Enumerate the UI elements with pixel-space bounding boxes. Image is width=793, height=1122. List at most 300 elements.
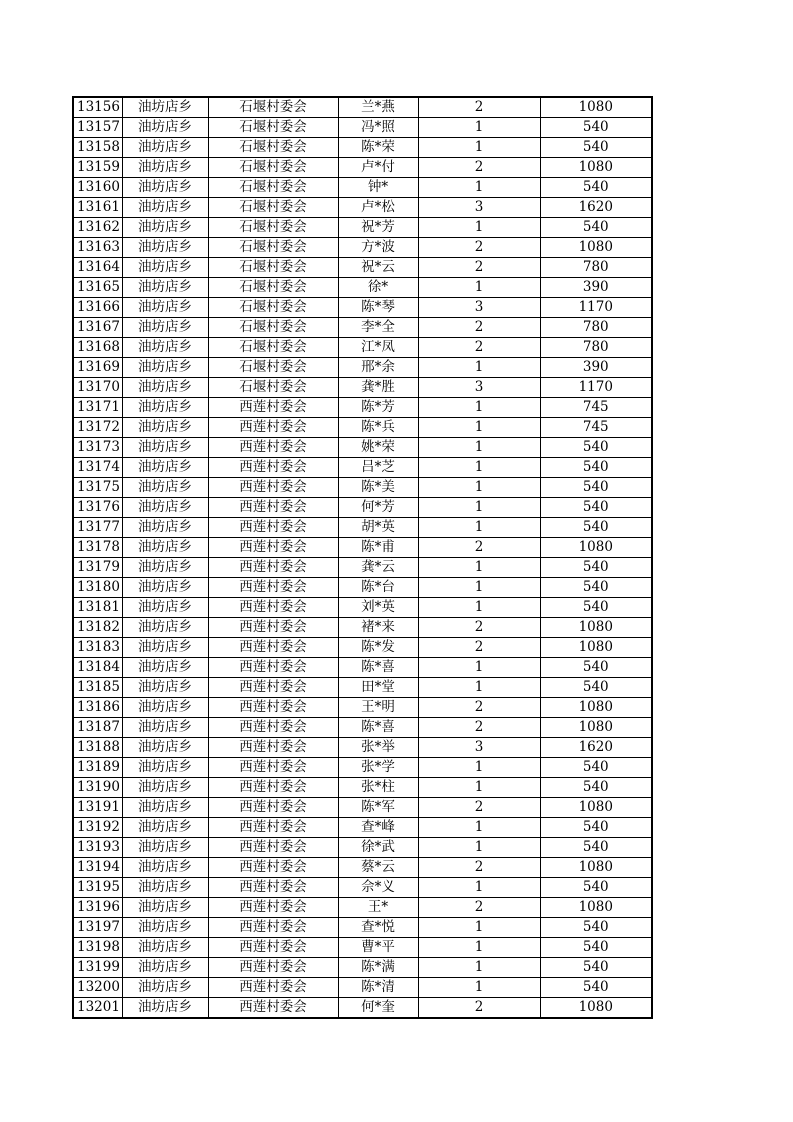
person-name-cell: 冯*照	[338, 118, 418, 138]
record-id-cell: 13192	[73, 818, 122, 838]
record-id-cell: 13158	[73, 138, 122, 158]
village-committee-cell: 西莲村委会	[208, 758, 338, 778]
town-cell: 油坊店乡	[122, 418, 208, 438]
village-committee-cell: 西莲村委会	[208, 938, 338, 958]
town-cell: 油坊店乡	[122, 598, 208, 618]
town-cell: 油坊店乡	[122, 458, 208, 478]
household-count-cell: 1	[418, 138, 540, 158]
table-row	[73, 458, 652, 478]
town-cell: 油坊店乡	[122, 578, 208, 598]
amount-cell: 540	[540, 658, 652, 678]
person-name-cell: 田*堂	[338, 678, 418, 698]
town-cell: 油坊店乡	[122, 398, 208, 418]
record-id-cell: 13191	[73, 798, 122, 818]
amount-cell: 540	[540, 838, 652, 858]
household-count-cell: 1	[418, 398, 540, 418]
town-cell: 油坊店乡	[122, 498, 208, 518]
record-id-cell: 13179	[73, 558, 122, 578]
table-row	[73, 138, 652, 158]
household-count-cell: 2	[418, 97, 540, 118]
household-count-cell: 2	[418, 798, 540, 818]
town-cell: 油坊店乡	[122, 938, 208, 958]
record-id-cell: 13197	[73, 918, 122, 938]
table-row	[73, 578, 652, 598]
amount-cell: 1080	[540, 158, 652, 178]
village-committee-cell: 西莲村委会	[208, 958, 338, 978]
amount-cell: 1080	[540, 618, 652, 638]
town-cell: 油坊店乡	[122, 97, 208, 118]
town-cell: 油坊店乡	[122, 958, 208, 978]
village-committee-cell: 西莲村委会	[208, 558, 338, 578]
household-count-cell: 1	[418, 678, 540, 698]
town-cell: 油坊店乡	[122, 858, 208, 878]
table-row	[73, 798, 652, 818]
village-committee-cell: 西莲村委会	[208, 498, 338, 518]
record-id-cell: 13196	[73, 898, 122, 918]
town-cell: 油坊店乡	[122, 518, 208, 538]
person-name-cell: 何*芳	[338, 498, 418, 518]
household-count-cell: 3	[418, 198, 540, 218]
amount-cell: 1080	[540, 638, 652, 658]
record-id-cell: 13167	[73, 318, 122, 338]
town-cell: 油坊店乡	[122, 798, 208, 818]
amount-cell: 540	[540, 138, 652, 158]
person-name-cell: 祝*芳	[338, 218, 418, 238]
table-row	[73, 998, 652, 1019]
household-count-cell: 2	[418, 998, 540, 1019]
table-row	[73, 978, 652, 998]
record-id-cell: 13194	[73, 858, 122, 878]
town-cell: 油坊店乡	[122, 738, 208, 758]
town-cell: 油坊店乡	[122, 898, 208, 918]
person-name-cell: 陈*清	[338, 978, 418, 998]
town-cell: 油坊店乡	[122, 838, 208, 858]
person-name-cell: 刘*英	[338, 598, 418, 618]
town-cell: 油坊店乡	[122, 818, 208, 838]
household-count-cell: 1	[418, 418, 540, 438]
table-row	[73, 338, 652, 358]
household-count-cell: 3	[418, 298, 540, 318]
record-id-cell: 13195	[73, 878, 122, 898]
record-id-cell: 13181	[73, 598, 122, 618]
village-committee-cell: 石堰村委会	[208, 118, 338, 138]
village-committee-cell: 石堰村委会	[208, 218, 338, 238]
amount-cell: 540	[540, 178, 652, 198]
town-cell: 油坊店乡	[122, 678, 208, 698]
person-name-cell: 陈*兵	[338, 418, 418, 438]
record-id-cell: 13163	[73, 238, 122, 258]
village-committee-cell: 西莲村委会	[208, 598, 338, 618]
table-row	[73, 438, 652, 458]
town-cell: 油坊店乡	[122, 478, 208, 498]
amount-cell: 540	[540, 218, 652, 238]
table-row	[73, 638, 652, 658]
record-id-cell: 13178	[73, 538, 122, 558]
amount-cell: 780	[540, 258, 652, 278]
person-name-cell: 吕*芝	[338, 458, 418, 478]
table-row	[73, 938, 652, 958]
table-row	[73, 878, 652, 898]
town-cell: 油坊店乡	[122, 218, 208, 238]
town-cell: 油坊店乡	[122, 558, 208, 578]
table-row	[73, 558, 652, 578]
amount-cell: 1080	[540, 97, 652, 118]
table-row	[73, 538, 652, 558]
amount-cell: 540	[540, 878, 652, 898]
amount-cell: 540	[540, 498, 652, 518]
amount-cell: 540	[540, 118, 652, 138]
person-name-cell: 陈*满	[338, 958, 418, 978]
amount-cell: 1080	[540, 858, 652, 878]
record-id-cell: 13174	[73, 458, 122, 478]
person-name-cell: 陈*荣	[338, 138, 418, 158]
household-count-cell: 1	[418, 958, 540, 978]
person-name-cell: 陈*喜	[338, 658, 418, 678]
record-id-cell: 13184	[73, 658, 122, 678]
village-committee-cell: 石堰村委会	[208, 318, 338, 338]
village-committee-cell: 石堰村委会	[208, 298, 338, 318]
amount-cell: 1080	[540, 238, 652, 258]
amount-cell: 780	[540, 318, 652, 338]
record-id-cell: 13198	[73, 938, 122, 958]
record-id-cell: 13176	[73, 498, 122, 518]
person-name-cell: 卢*松	[338, 198, 418, 218]
household-count-cell: 1	[418, 278, 540, 298]
household-count-cell: 1	[418, 818, 540, 838]
village-committee-cell: 西莲村委会	[208, 818, 338, 838]
record-id-cell: 13161	[73, 198, 122, 218]
table-row	[73, 598, 652, 618]
village-committee-cell: 石堰村委会	[208, 258, 338, 278]
record-id-cell: 13168	[73, 338, 122, 358]
household-count-cell: 3	[418, 378, 540, 398]
amount-cell: 1620	[540, 198, 652, 218]
village-committee-cell: 西莲村委会	[208, 738, 338, 758]
table-row	[73, 238, 652, 258]
table-row	[73, 898, 652, 918]
town-cell: 油坊店乡	[122, 638, 208, 658]
village-committee-cell: 石堰村委会	[208, 158, 338, 178]
town-cell: 油坊店乡	[122, 358, 208, 378]
record-id-cell: 13177	[73, 518, 122, 538]
household-count-cell: 1	[418, 758, 540, 778]
person-name-cell: 查*悦	[338, 918, 418, 938]
village-committee-cell: 西莲村委会	[208, 438, 338, 458]
person-name-cell: 褚*来	[338, 618, 418, 638]
town-cell: 油坊店乡	[122, 338, 208, 358]
household-count-cell: 1	[418, 178, 540, 198]
town-cell: 油坊店乡	[122, 138, 208, 158]
household-count-cell: 1	[418, 878, 540, 898]
household-count-cell: 2	[418, 898, 540, 918]
table-row	[73, 298, 652, 318]
household-count-cell: 1	[418, 498, 540, 518]
table-row	[73, 958, 652, 978]
person-name-cell: 张*举	[338, 738, 418, 758]
person-name-cell: 李*全	[338, 318, 418, 338]
town-cell: 油坊店乡	[122, 998, 208, 1019]
town-cell: 油坊店乡	[122, 238, 208, 258]
record-id-cell: 13170	[73, 378, 122, 398]
person-name-cell: 张*柱	[338, 778, 418, 798]
amount-cell: 745	[540, 418, 652, 438]
record-id-cell: 13165	[73, 278, 122, 298]
village-committee-cell: 西莲村委会	[208, 918, 338, 938]
person-name-cell: 曹*平	[338, 938, 418, 958]
record-id-cell: 13172	[73, 418, 122, 438]
person-name-cell: 兰*燕	[338, 97, 418, 118]
amount-cell: 540	[540, 918, 652, 938]
household-count-cell: 2	[418, 258, 540, 278]
village-committee-cell: 西莲村委会	[208, 898, 338, 918]
household-count-cell: 1	[418, 658, 540, 678]
record-id-cell: 13175	[73, 478, 122, 498]
household-count-cell: 3	[418, 738, 540, 758]
person-name-cell: 王*	[338, 898, 418, 918]
village-committee-cell: 石堰村委会	[208, 178, 338, 198]
household-count-cell: 1	[418, 598, 540, 618]
person-name-cell: 何*奎	[338, 998, 418, 1019]
person-name-cell: 卢*付	[338, 158, 418, 178]
village-committee-cell: 西莲村委会	[208, 998, 338, 1019]
village-committee-cell: 西莲村委会	[208, 878, 338, 898]
amount-cell: 1080	[540, 698, 652, 718]
town-cell: 油坊店乡	[122, 778, 208, 798]
village-committee-cell: 西莲村委会	[208, 978, 338, 998]
amount-cell: 1080	[540, 538, 652, 558]
amount-cell: 780	[540, 338, 652, 358]
person-name-cell: 张*学	[338, 758, 418, 778]
amount-cell: 1080	[540, 998, 652, 1019]
table-row	[73, 218, 652, 238]
table-row	[73, 278, 652, 298]
village-committee-cell: 西莲村委会	[208, 418, 338, 438]
record-id-cell: 13193	[73, 838, 122, 858]
town-cell: 油坊店乡	[122, 718, 208, 738]
table-row	[73, 198, 652, 218]
amount-cell: 390	[540, 278, 652, 298]
village-committee-cell: 石堰村委会	[208, 97, 338, 118]
household-count-cell: 1	[418, 778, 540, 798]
amount-cell: 540	[540, 518, 652, 538]
record-id-cell: 13185	[73, 678, 122, 698]
town-cell: 油坊店乡	[122, 438, 208, 458]
record-id-cell: 13189	[73, 758, 122, 778]
record-id-cell: 13188	[73, 738, 122, 758]
town-cell: 油坊店乡	[122, 198, 208, 218]
table-row	[73, 178, 652, 198]
town-cell: 油坊店乡	[122, 878, 208, 898]
village-committee-cell: 西莲村委会	[208, 478, 338, 498]
table-row	[73, 618, 652, 638]
person-name-cell: 胡*英	[338, 518, 418, 538]
table-row	[73, 738, 652, 758]
amount-cell: 1080	[540, 718, 652, 738]
household-count-cell: 1	[418, 478, 540, 498]
household-count-cell: 2	[418, 618, 540, 638]
person-name-cell: 陈*军	[338, 798, 418, 818]
amount-cell: 1170	[540, 298, 652, 318]
village-committee-cell: 西莲村委会	[208, 398, 338, 418]
person-name-cell: 龚*云	[338, 558, 418, 578]
village-committee-cell: 西莲村委会	[208, 638, 338, 658]
town-cell: 油坊店乡	[122, 378, 208, 398]
village-committee-cell: 西莲村委会	[208, 678, 338, 698]
person-name-cell: 陈*芳	[338, 398, 418, 418]
person-name-cell: 龚*胜	[338, 378, 418, 398]
village-committee-cell: 石堰村委会	[208, 278, 338, 298]
household-count-cell: 2	[418, 318, 540, 338]
record-id-cell: 13160	[73, 178, 122, 198]
village-committee-cell: 西莲村委会	[208, 718, 338, 738]
household-count-cell: 2	[418, 638, 540, 658]
table-row	[73, 318, 652, 338]
person-name-cell: 方*波	[338, 238, 418, 258]
table-row	[73, 358, 652, 378]
table-row	[73, 778, 652, 798]
record-id-cell: 13180	[73, 578, 122, 598]
household-count-cell: 2	[418, 538, 540, 558]
town-cell: 油坊店乡	[122, 978, 208, 998]
household-count-cell: 1	[418, 938, 540, 958]
record-id-cell: 13162	[73, 218, 122, 238]
amount-cell: 540	[540, 778, 652, 798]
person-name-cell: 祝*云	[338, 258, 418, 278]
table-row	[73, 118, 652, 138]
table-row	[73, 418, 652, 438]
village-committee-cell: 西莲村委会	[208, 458, 338, 478]
table-row	[73, 758, 652, 778]
record-id-cell: 13186	[73, 698, 122, 718]
town-cell: 油坊店乡	[122, 318, 208, 338]
record-id-cell: 13187	[73, 718, 122, 738]
person-name-cell: 蔡*云	[338, 858, 418, 878]
village-committee-cell: 西莲村委会	[208, 578, 338, 598]
amount-cell: 540	[540, 678, 652, 698]
village-committee-cell: 西莲村委会	[208, 858, 338, 878]
amount-cell: 1170	[540, 378, 652, 398]
table-row	[73, 838, 652, 858]
person-name-cell: 陈*美	[338, 478, 418, 498]
household-count-cell: 2	[418, 238, 540, 258]
person-name-cell: 陈*琴	[338, 298, 418, 318]
record-id-cell: 13169	[73, 358, 122, 378]
amount-cell: 540	[540, 938, 652, 958]
household-count-cell: 1	[418, 518, 540, 538]
amount-cell: 540	[540, 578, 652, 598]
table-row	[73, 818, 652, 838]
household-count-cell: 2	[418, 158, 540, 178]
town-cell: 油坊店乡	[122, 538, 208, 558]
record-id-cell: 13190	[73, 778, 122, 798]
record-id-cell: 13157	[73, 118, 122, 138]
town-cell: 油坊店乡	[122, 258, 208, 278]
town-cell: 油坊店乡	[122, 158, 208, 178]
town-cell: 油坊店乡	[122, 918, 208, 938]
table-row	[73, 498, 652, 518]
table-row	[73, 518, 652, 538]
household-count-cell: 1	[418, 458, 540, 478]
household-count-cell: 1	[418, 918, 540, 938]
household-count-cell: 1	[418, 438, 540, 458]
village-committee-cell: 石堰村委会	[208, 378, 338, 398]
table-row	[73, 158, 652, 178]
household-count-cell: 1	[418, 558, 540, 578]
table-row	[73, 678, 652, 698]
town-cell: 油坊店乡	[122, 278, 208, 298]
person-name-cell: 陈*甫	[338, 538, 418, 558]
amount-cell: 540	[540, 978, 652, 998]
table-body	[73, 97, 652, 1018]
person-name-cell: 江*凤	[338, 338, 418, 358]
household-count-cell: 2	[418, 698, 540, 718]
town-cell: 油坊店乡	[122, 178, 208, 198]
person-name-cell: 陈*发	[338, 638, 418, 658]
village-committee-cell: 西莲村委会	[208, 798, 338, 818]
person-name-cell: 佘*义	[338, 878, 418, 898]
town-cell: 油坊店乡	[122, 698, 208, 718]
table-row	[73, 858, 652, 878]
record-id-cell: 13182	[73, 618, 122, 638]
town-cell: 油坊店乡	[122, 758, 208, 778]
table-row	[73, 258, 652, 278]
town-cell: 油坊店乡	[122, 658, 208, 678]
amount-cell: 1620	[540, 738, 652, 758]
table-row	[73, 918, 652, 938]
village-committee-cell: 石堰村委会	[208, 198, 338, 218]
household-count-cell: 1	[418, 358, 540, 378]
village-committee-cell: 石堰村委会	[208, 338, 338, 358]
person-name-cell: 徐*	[338, 278, 418, 298]
amount-cell: 540	[540, 758, 652, 778]
table-row	[73, 718, 652, 738]
household-count-cell: 1	[418, 978, 540, 998]
person-name-cell: 姚*荣	[338, 438, 418, 458]
amount-cell: 390	[540, 358, 652, 378]
village-committee-cell: 西莲村委会	[208, 778, 338, 798]
village-committee-cell: 石堰村委会	[208, 358, 338, 378]
amount-cell: 1080	[540, 898, 652, 918]
person-name-cell: 王*明	[338, 698, 418, 718]
record-id-cell: 13201	[73, 998, 122, 1019]
village-committee-cell: 西莲村委会	[208, 838, 338, 858]
record-id-cell: 13173	[73, 438, 122, 458]
town-cell: 油坊店乡	[122, 118, 208, 138]
village-committee-cell: 石堰村委会	[208, 238, 338, 258]
village-committee-cell: 西莲村委会	[208, 658, 338, 678]
record-id-cell: 13199	[73, 958, 122, 978]
person-name-cell: 邢*余	[338, 358, 418, 378]
person-name-cell: 查*峰	[338, 818, 418, 838]
amount-cell: 540	[540, 958, 652, 978]
amount-cell: 540	[540, 598, 652, 618]
record-id-cell: 13164	[73, 258, 122, 278]
person-name-cell: 陈*台	[338, 578, 418, 598]
record-id-cell: 13159	[73, 158, 122, 178]
household-count-cell: 1	[418, 578, 540, 598]
person-name-cell: 徐*武	[338, 838, 418, 858]
amount-cell: 540	[540, 818, 652, 838]
amount-cell: 540	[540, 558, 652, 578]
person-name-cell: 陈*喜	[338, 718, 418, 738]
village-committee-cell: 西莲村委会	[208, 698, 338, 718]
record-id-cell: 13156	[73, 97, 122, 118]
household-count-cell: 1	[418, 118, 540, 138]
person-name-cell: 钟*	[338, 178, 418, 198]
village-committee-cell: 石堰村委会	[208, 138, 338, 158]
amount-cell: 540	[540, 458, 652, 478]
amount-cell: 540	[540, 478, 652, 498]
